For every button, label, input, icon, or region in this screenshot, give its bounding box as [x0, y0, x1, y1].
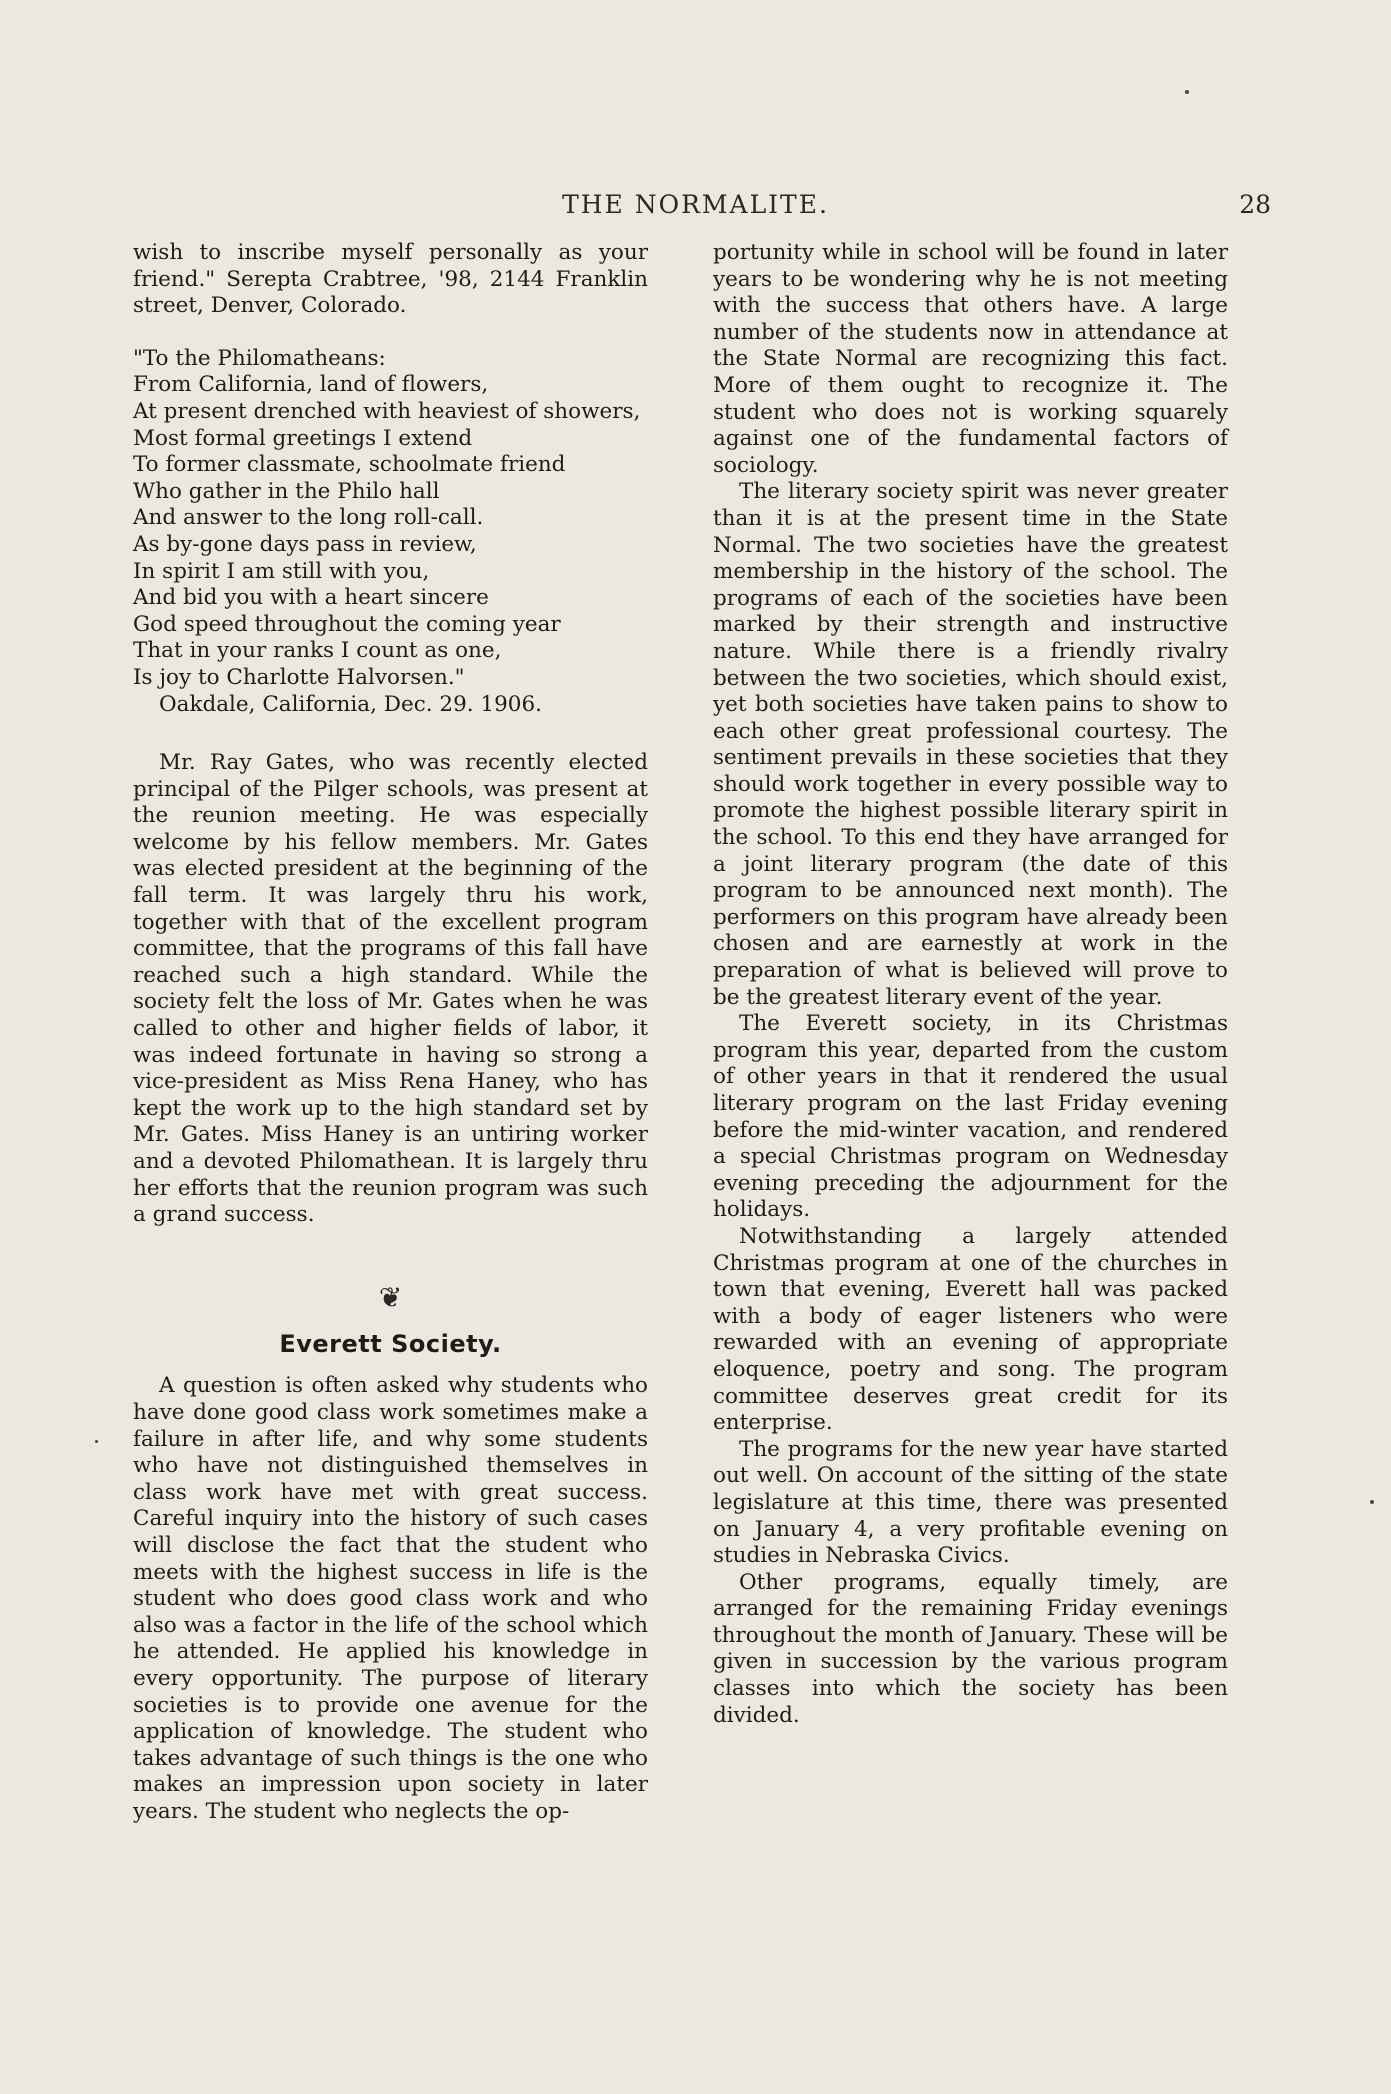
notwithstanding-paragraph: Notwithstanding a largely attended Christmas program at one of the churches in town that evening, Everett hall was packed with a body of eager listeners who were rewarded with an evening of appropriate eloquence, poetry and song. The program committee deserves great credit for its enterprise.: [713, 1223, 1228, 1436]
left-column: [133, 240, 648, 1825]
christmas-paragraph: The Everett society, in its Christmas program this year, departed from the custom of other years in that it rendered the usual literary program on the last Friday evening before the mid-winter vacation, and rendered a special Christmas program on Wednesday evening preceding the adjournment for the holidays.: [713, 1011, 1228, 1223]
new-year-paragraph: The programs for the new year have started out well. On account of the sitting of the state legislature at this time, there was presented on January 4, a very profitable evening on studies in Nebraska Civics.: [713, 1436, 1228, 1569]
ornament-icon: ❦: [378, 1280, 403, 1314]
opening-paragraph: wish to inscribe myself personally as your friend." Serepta Crabtree, '98, 2144 Franklin street, Denver, Colorado.: [133, 240, 648, 319]
poem-line: Is joy to Charlotte Halvorsen.": [133, 664, 465, 690]
poem-line: To former classmate, schoolmate friend: [133, 452, 566, 478]
scan-speck: [1370, 1500, 1374, 1504]
poem-salutation: "To the Philomatheans:: [133, 345, 386, 371]
poem-line: Who gather in the Philo hall: [133, 478, 440, 504]
scan-speck: [95, 1440, 98, 1443]
poem-block: [133, 346, 648, 718]
running-head: [0, 190, 1391, 230]
page-number: 28: [1239, 190, 1271, 219]
scan-speck: [1185, 90, 1189, 94]
everett-paragraph: A question is often asked why students who have done good class work sometimes make a failure in after life, and why some students who have not distinguished themselves in class work have met with great success. Careful inquiry into the history of such cases will disclose the fact that the student who meets with the highest success in life is the student who does good class work and who also was a factor in the life of the school which he attended. He applied his knowledge in every opportunity. The purpose of literary societies is to provide one avenue for the application of knowledge. The student who takes advantage of such things is the one who makes an impression upon society in later years. The student who neglects the op-: [133, 1373, 648, 1824]
poem-line: Most formal greetings I extend: [133, 425, 473, 451]
poem-line: From California, land of flowers,: [133, 372, 489, 398]
gates-paragraph: Mr. Ray Gates, who was recently elected principal of the Pilger schools, was present at the reunion meeting. He was especially welcome by his fellow members. Mr. Gates was elected president at the beginning of the fall term. It was largely thru his work, together with that of the excellent program committee, that the programs of this fall have reached such a high standard. While the society felt the loss of Mr. Gates when he was called to other and higher fields of labor, it was indeed fortunate in having so strong a vice-president as Miss Rena Haney, who has kept the work up to the high standard set by Mr. Gates. Miss Haney is an untiring worker and a devoted Philomathean. It is largely thru her efforts that the reunion program was such a grand success.: [133, 750, 648, 1228]
poem-line: In spirit I am still with you,: [133, 558, 430, 584]
poem-line: And bid you with a heart sincere: [133, 585, 489, 611]
section-heading: Everett Society.: [279, 1329, 502, 1358]
poem-line: That in your ranks I count as one,: [133, 638, 502, 664]
poem-line: At present drenched with heaviest of showers,: [133, 398, 641, 424]
poem-line: And answer to the long roll-call.: [133, 505, 484, 531]
poem-line: God speed throughout the coming year: [133, 611, 561, 637]
right-column: [713, 240, 1228, 1729]
poem-line: As by-gone days pass in review,: [133, 531, 477, 557]
journal-title: THE NORMALITE.: [562, 190, 829, 219]
continuation-paragraph: portunity while in school will be found in later years to be wondering why he is not meeting with the success that others have. A large number of the students now in attendance at the State Normal are recognizing this fact. More of them ought to recognize it. The student who does not is working squarely against one of the fundamental factors of sociology.: [713, 240, 1228, 478]
other-programs-paragraph: Other programs, equally timely, are arranged for the remaining Friday evenings throughout the month of January. These will be given in succession by the various program classes into which the society has been divided.: [713, 1569, 1228, 1728]
poem-signoff: Oakdale, California, Dec. 29. 1906.: [159, 691, 542, 717]
literary-spirit-paragraph: The literary society spirit was never greater than it is at the present time in the State Normal. The two societies have the greatest membership in the history of the school. The programs of each of the societies have been marked by their strength and instructive nature. While there is a friendly rivalry between the two societies, which should exist, yet both societies have taken pains to show to each other great professional courtesy. The sentiment prevails in these societies that they should work together in every possible way to promote the highest possible literary spirit in the school. To this end they have arranged for a joint literary program (the date of this program to be announced next month). The performers on this program have already been chosen and are earnestly at work in the preparation of what is believed will prove to be the greatest literary event of the year.: [713, 479, 1228, 1010]
